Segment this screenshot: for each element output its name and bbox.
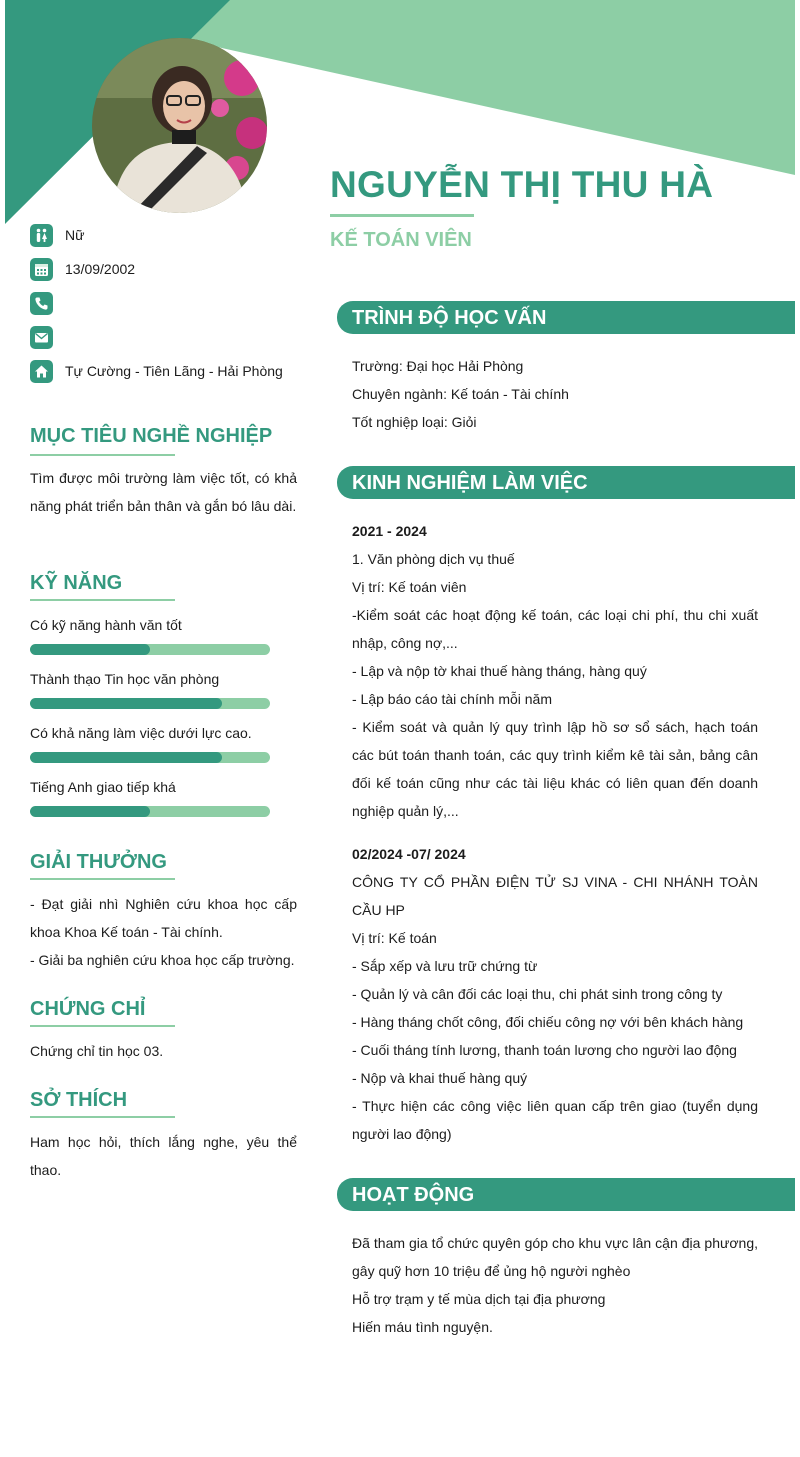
hobbies-underline xyxy=(30,1116,175,1118)
birthdate-text: 13/09/2002 xyxy=(65,261,136,277)
award-item: - Giải ba nghiên cứu khoa học cấp trường. xyxy=(30,952,295,968)
gender-icon xyxy=(30,224,53,247)
job-duty: - Quản lý và cân đối các loại thu, chi phát sinh trong công ty xyxy=(352,986,723,1002)
job-company: 1. Văn phòng dịch vụ thuế xyxy=(352,551,515,567)
experience-heading: KINH NGHIỆM LÀM VIỆC xyxy=(352,472,588,494)
education-line: Chuyên ngành: Kế toán - Tài chính xyxy=(352,386,569,402)
phone-icon xyxy=(30,292,53,315)
skill-bar xyxy=(30,806,270,817)
name-underline xyxy=(330,214,474,217)
activity-line: Hiến máu tình nguyện. xyxy=(352,1319,493,1335)
job-duty: - Sắp xếp và lưu trữ chứng từ xyxy=(352,958,538,974)
skill-bar xyxy=(30,698,270,709)
calendar-icon xyxy=(30,258,53,281)
education-line: Trường: Đại học Hải Phòng xyxy=(352,358,524,374)
activity-line: Hỗ trợ trạm y tế mùa dịch tại địa phương xyxy=(352,1291,606,1307)
skill-bar-fill xyxy=(30,752,222,763)
skills-heading: KỸ NĂNG xyxy=(30,572,123,594)
hobbies-heading: SỞ THÍCH xyxy=(30,1089,128,1111)
skill-bar xyxy=(30,644,270,655)
skills-underline xyxy=(30,599,175,601)
profile-photo xyxy=(92,38,267,213)
awards-heading: GIẢI THƯỞNG xyxy=(30,851,167,873)
job-position: Vị trí: Kế toán viên xyxy=(352,579,467,595)
job-period: 02/2024 -07/ 2024 xyxy=(352,846,466,862)
awards-underline xyxy=(30,878,175,880)
email-icon xyxy=(30,326,53,349)
skill-label: Có kỹ năng hành văn tốt xyxy=(30,617,182,633)
job-duty: - Thực hiện các công việc liên quan cấp trên giao (tuyển dụng người lao động) xyxy=(352,1098,758,1142)
hobbies-text: Ham học hỏi, thích lắng nghe, yêu thể thao. xyxy=(30,1134,297,1178)
job-company: CÔNG TY CỔ PHẦN ĐIỆN TỬ SJ VINA - CHI NHÁNH TOÀN CẦU HP xyxy=(352,874,758,918)
activity-line: Đã tham gia tổ chức quyên góp cho khu vực lân cận địa phương, gây quỹ hơn 10 triệu để ủng hộ người nghèo xyxy=(352,1235,758,1279)
job-duty: - Nộp và khai thuế hàng quý xyxy=(352,1070,528,1086)
job-duty: -Kiểm soát các hoạt động kế toán, các loại chi phí, thu chi xuất nhập, công nợ,... xyxy=(352,607,758,651)
activities-heading: HOẠT ĐỘNG xyxy=(352,1184,475,1206)
contact-email xyxy=(30,325,65,349)
skill-bar-fill xyxy=(30,644,150,655)
education-line: Tốt nghiệp loại: Giỏi xyxy=(352,414,477,430)
skill-label: Có khả năng làm việc dưới lực cao. xyxy=(30,725,252,741)
job-period: 2021 - 2024 xyxy=(352,523,427,539)
certificates-text: Chứng chỉ tin học 03. xyxy=(30,1043,164,1059)
home-icon xyxy=(30,360,53,383)
job-position: Vị trí: Kế toán xyxy=(352,930,437,946)
certificates-underline xyxy=(30,1025,175,1027)
full-name: NGUYỄN THỊ THU HÀ xyxy=(330,164,714,205)
award-item: - Đạt giải nhì Nghiên cứu khoa học cấp khoa Khoa Kế toán - Tài chính. xyxy=(30,896,297,940)
job-duty: - Lập báo cáo tài chính mỗi năm xyxy=(352,691,553,707)
objective-heading: MỤC TIÊU NGHỀ NGHIỆP xyxy=(30,425,273,447)
job-duty: - Kiểm soát và quản lý quy trình lập hồ sơ sổ sách, hạch toán các bút toán thanh toán, các quy trình kiểm kê tài sản, bảng cân đối kế toán cũng như các tài liệu khác có liên quan đến doanh nghiệp quản lý,... xyxy=(352,719,758,819)
job-duty: - Hàng tháng chốt công, đối chiếu công nợ với bên khách hàng xyxy=(352,1014,744,1030)
job-duty: - Cuối tháng tính lương, thanh toán lương cho người lao động xyxy=(352,1042,737,1058)
skill-bar-fill xyxy=(30,806,150,817)
skill-label: Tiếng Anh giao tiếp khá xyxy=(30,779,176,795)
activities-heading-band xyxy=(337,1178,795,1211)
gender-text: Nữ xyxy=(65,227,85,243)
contact-gender xyxy=(30,223,84,247)
contact-phone xyxy=(30,291,65,315)
education-heading-band xyxy=(337,301,795,334)
education-heading: TRÌNH ĐỘ HỌC VẤN xyxy=(352,307,547,329)
job-title: KẾ TOÁN VIÊN xyxy=(330,229,472,251)
contact-birthdate xyxy=(30,257,135,281)
skill-bar xyxy=(30,752,270,763)
address-text: Tự Cường - Tiên Lãng - Hải Phòng xyxy=(65,363,283,379)
experience-heading-band xyxy=(337,466,795,499)
skill-bar-fill xyxy=(30,698,222,709)
objective-text: Tìm được môi trường làm việc tốt, có khả năng phát triển bản thân và gắn bó lâu dài. xyxy=(30,470,297,514)
objective-underline xyxy=(30,454,175,456)
job-duty: - Lập và nộp tờ khai thuế hàng tháng, hàng quý xyxy=(352,663,647,679)
certificates-heading: CHỨNG CHỈ xyxy=(30,998,146,1020)
skill-label: Thành thạo Tin học văn phòng xyxy=(30,671,220,687)
contact-address xyxy=(30,359,283,383)
